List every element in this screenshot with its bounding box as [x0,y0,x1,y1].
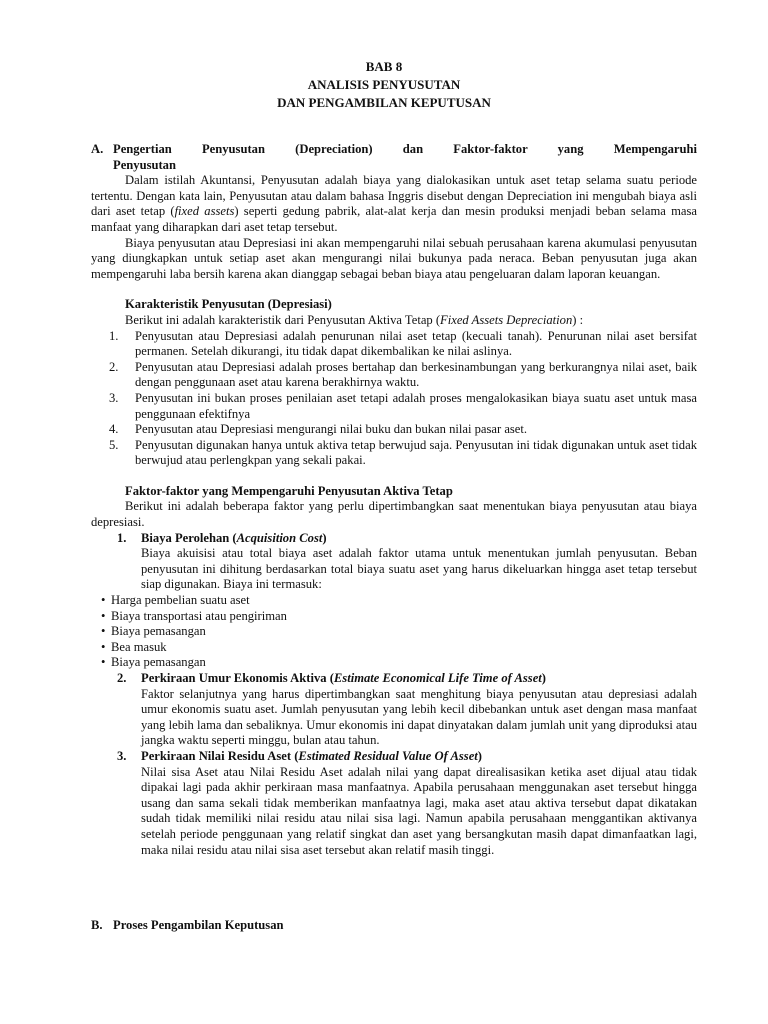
factor-1-number: 1. [117,530,127,545]
section-a-paragraph-2: Biaya penyusutan atau Depresiasi ini akan mempengaruhi nilai sebuah perusahaan karena akumulasi penyusutan yang diungkapkan untuk setiap aset akan mengurangi nilai bukunya pada neraca. Beban penyusutan juga akan mempengaruhi laba bersih karena akan dianggap sebagai beban biaya atau pengeluaran dalam laporan keuangan. [91,235,697,281]
factor-2-title-italic: Estimate Economical Life Time of Asset [333,671,542,685]
characteristics-intro [91,313,697,329]
factor-1-title-b: ) [322,530,327,545]
list-item [109,360,697,391]
factor-2-title-a: Perkiraan Umur Ekonomis Aktiva ( [141,671,334,685]
bullet-text: Bea masuk [111,639,167,654]
list-item-number: 4. [109,422,119,437]
section-a [91,142,697,858]
bullet-icon: • [101,639,106,654]
section-a-heading-line-1: Pengertian Penyusutan (Depreciation) dan Faktor-faktor yang Mempengaruhi [113,142,697,156]
chapter-number: BAB 8 [365,59,403,74]
factor-3-text: Nilai sisa Aset atau Nilai Residu Aset adalah nilai yang dapat direalisasikan ketika aset dijual atau tidak dipakai lagi pada akhir perkiraan masa manfaatnya. Apabila perusahaan menggunakan aset tersebut hingga usang dan sama sekali tidak memberikan manfaatnya lagi, maka aset atau aktiva tersebut dapat dikatakan sudah tidak memiliki nilai residu atau nilai sisa lagi. Namun apabila perusahaan menggantikan aktivanya setelah periode penggunaan yang relatif singkat dan aset yang bersangkutan masih dapat dimanfaatkan lagi, maka nilai residu atau nilai sisa aset tersebut akan relatif masih tinggi. [141,764,697,857]
factor-2-title [141,671,546,687]
factor-2-title-b: ) [541,671,546,685]
factor-2-number: 2. [117,671,127,685]
bullet-icon: • [101,593,106,608]
factor-3-heading [117,749,697,765]
bullet-item [101,640,697,656]
factor-1-bullets [93,593,697,671]
list-item-text: Penyusutan atau Depresiasi mengurangi nilai buku dan bukan nilai pasar aset. [135,422,528,437]
bullet-item [101,609,697,625]
factor-2-heading [117,671,697,687]
bullet-text: Biaya pemasangan [111,624,206,639]
chapter-header [0,58,768,112]
para1-text-a: Dalam istilah Akuntansi, Penyusutan adalah biaya yang dialokasikan untuk aset tetap selama suatu periode tertentu. Dengan kata lain, Penyusutan atau dalam bahasa Inggris disebut dengan Depreciation ini mengubah biaya asli dari aset tetap ( [91,173,697,219]
list-item-number: 1. [109,328,119,343]
list-item [109,391,697,422]
bullet-text: Biaya transportasi atau pengiriman [111,608,287,623]
chapter-title-line-2: DAN PENGAMBILAN KEPUTUSAN [277,95,491,110]
section-a-letter: A. [91,142,104,156]
para1-italic: fixed assets [174,204,235,219]
factor-3-title-italic: Estimated Residual Value Of Asset [298,748,478,763]
factor-2-text: Faktor selanjutnya yang harus dipertimbangkan saat menghitung biaya penyusutan atau depresiasi adalah umur ekonomis suatu aset. Jumlah penyusutan yang lebih kecil dibebankan untuk aset dengan masa manfaat yang lebih lama dan sebaliknya. Umur ekonomis ini dapat dinyatakan dalam jumlah unit yang diproduksi atau jangka waktu seperti minggu, bulan atau tahun. [141,686,697,748]
list-item [109,438,697,469]
factor-1-title [141,531,327,547]
chapter-title-line-1: ANALISIS PENYUSUTAN [307,77,461,92]
bullet-icon: • [101,608,106,623]
list-item-number: 5. [109,437,119,452]
section-a-heading-line-2: Penyusutan [113,157,176,172]
factors-heading: Faktor-faktor yang Mempengaruhi Penyusutan Aktiva Tetap [125,483,453,498]
bullet-text: Biaya pemasangan [111,655,206,670]
bullet-text: Harga pembelian suatu aset [111,593,250,608]
para1-text-b: ) seperti gedung pabrik, alat-alat kerja dan mesin produksi menjadi beban selama masa manfaat yang diharapkan dari aset tetap tersebut. [91,204,697,234]
bullet-item [101,655,697,671]
list-item-text: Penyusutan atau Depresiasi adalah penurunan nilai aset tetap (kecuali tanah). Penurunan nilai aset bersifat permanen. Setelah dikurangi, itu tidak dapat dikembalikan ke nilai aslinya. [135,328,697,359]
section-b-letter: B. [91,918,103,932]
bullet-icon: • [101,655,106,670]
list-item-number: 2. [109,359,119,374]
characteristics-intro-b: ) : [572,312,584,327]
list-item [109,329,697,360]
bullet-icon: • [101,624,106,639]
list-item-number: 3. [109,390,119,405]
section-a-paragraph-1 [91,173,697,235]
factor-1-title-italic: Acquisition Cost [236,530,323,545]
factor-1-title-a: Biaya Perolehan ( [141,530,237,545]
factor-1-text: Biaya akuisisi atau total biaya aset adalah faktor utama untuk menentukan jumlah penyusutan. Beban penyusutan ini dihitung berdasarkan total biaya suatu aset yang harus dikeluarkan hingga aset tetap tersebut siap digunakan. Biaya ini termasuk: [141,546,697,592]
section-b-title: Proses Pengambilan Keputusan [113,918,284,932]
section-b-heading [91,918,697,934]
list-item [109,422,697,438]
factor-3-title [141,749,482,765]
characteristics-heading: Karakteristik Penyusutan (Depresiasi) [125,297,332,312]
factor-3-number: 3. [117,748,127,763]
list-item-text: Penyusutan ini bukan proses penilaian aset tetapi adalah proses mengalokasikan biaya suatu aset untuk masa penggunaan efektifnya [135,390,697,421]
factors-list [91,531,697,858]
bullet-item [101,593,697,609]
factors-intro: Berikut ini adalah beberapa faktor yang perlu dipertimbangkan saat menentukan biaya penyusutan atau biaya depresiasi. [91,499,697,530]
characteristics-intro-italic: Fixed Assets Depreciation [440,312,573,327]
characteristics-list [91,329,697,469]
factor-3-title-a: Perkiraan Nilai Residu Aset ( [141,748,299,763]
section-a-heading [91,142,697,158]
factor-1-heading [117,531,697,547]
list-item-text: Penyusutan atau Depresiasi adalah proses bertahap dan berkesinambungan yang berkurangnya nilai aset, baik dengan penggunaan aset atau karena berakhirnya waktu. [135,359,697,390]
list-item-text: Penyusutan digunakan hanya untuk aktiva tetap berwujud saja. Penyusutan ini tidak digunakan untuk aset tidak berwujud atau perlengkpan yang sekali pakai. [135,437,697,468]
characteristics-intro-a: Berikut ini adalah karakteristik dari Penyusutan Aktiva Tetap ( [125,312,441,327]
bullet-item [101,624,697,640]
factor-3-title-b: ) [477,748,482,763]
